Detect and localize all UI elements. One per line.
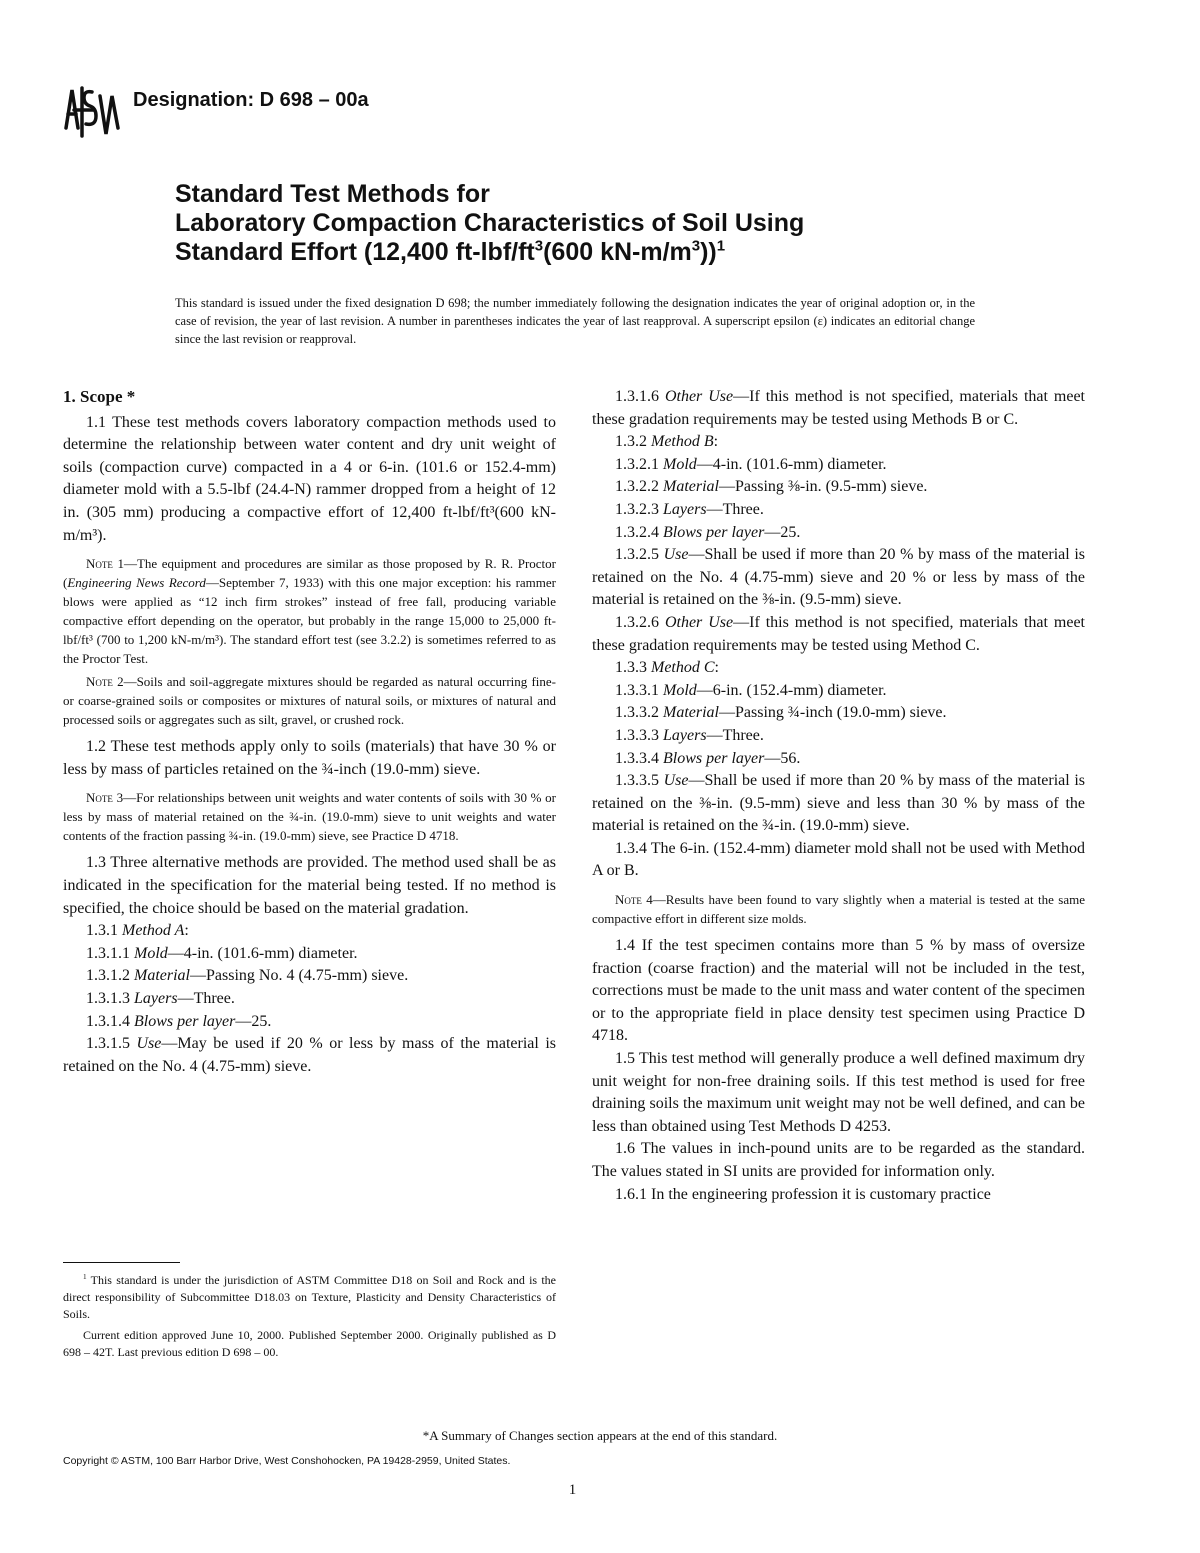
note-3: Note 3—For relationships between unit weights and water contents of soils with 30 % or less by mass of material retained on the ¾-in. (19.0-mm) sieve to unit weights and water contents of the fraction passing ¾-in. (19.0-mm) sieve, see Practice D 4718. <box>63 790 556 844</box>
paragraph-1-3-3-1: 1.3.3.1 Mold—6-in. (152.4-mm) diameter. <box>615 681 887 699</box>
title-line-1: Standard Test Methods for <box>175 180 490 208</box>
left-column <box>63 386 556 1078</box>
paragraph-1-2: 1.2 These test methods apply only to soils (materials) that have 30 % or less by mass of particles retained on the ¾-inch (19.0-mm) sieve. <box>63 738 556 778</box>
footnote-ref[interactable]: 1 <box>716 237 726 255</box>
title-line-2: Laboratory Compaction Characteristics of Soil Using <box>175 209 805 237</box>
paragraph-1-5: 1.5 This test method will generally produce a well defined maximum dry unit weight for non-free draining soils. If this test method is used for free draining soils the maximum unit weight may not be well defined, and can be less than obtained using Test Methods D 4253. <box>592 1050 1085 1135</box>
paragraph-1-4: 1.4 If the test specimen contains more than 5 % by mass of oversize fraction (coarse fraction) and the material will not be included in the test, corrections must be made to the unit mass and water content of the specimen or to the appropriate field in place density test specimen using Practice D 4718. <box>592 937 1085 1045</box>
section-heading-scope: 1. Scope * <box>63 387 136 406</box>
paragraph-1-3-2-6: 1.3.2.6 Other Use—If this method is not specified, materials that meet these gradation requirements may be tested using Method C. <box>592 613 1086 654</box>
paragraph-1-6-1: 1.6.1 In the engineering profession it is customary practice <box>615 1185 991 1203</box>
title-line-3: Standard Effort (12,400 $ft-lbf/ft^3(600$ $kN-m/m^3))^1$ <box>175 237 726 266</box>
footnote-1: $^1$ This standard is under the jurisdiction of ASTM Committee D18 on Soil and Rock and is the direct responsibility of Subcommittee D18.03 on Texture, Plasticity and Density Characteristics of Soils. <box>63 1273 556 1321</box>
designation: Designation: D 698 – 00a <box>133 89 369 111</box>
paragraph-1-3-3: 1.3.3 Method C: <box>615 659 719 677</box>
paragraph-1-3-2-5: 1.3.2.5 Use—Shall be used if more than 20 % by mass of the material is retained on the No. 4 (4.75-mm) sieve and 20 % or less by mass of the material is retained on the ⅜-in. (9.5-mm) sieve. <box>592 546 1085 609</box>
paragraph-1-3: 1.3 Three alternative methods are provided. The method used shall be as indicated in the specification for the material being tested. If no method is specified, the choice should be based on the material gradation. <box>63 854 556 917</box>
summary-of-changes-note: *A Summary of Changes section appears at the end of this standard. <box>422 1428 778 1443</box>
paragraph-1-3-1-5: 1.3.1.5 Use—May be used if 20 % or less by mass of the material is retained on the No. 4 (4.75-mm) sieve. <box>63 1035 556 1075</box>
footnote-rule <box>63 1262 180 1263</box>
paragraph-1-3-2-3: 1.3.2.3 Layers—Three. <box>615 500 764 518</box>
paragraph-1-3-4: 1.3.4 The 6-in. (152.4-mm) diameter mold shall not be used with Method A or B. <box>592 839 1085 880</box>
right-column <box>592 386 1085 1206</box>
paragraph-1-6: 1.6 The values in inch-pound units are to be regarded as the standard. The values stated in SI units are provided for information only. <box>592 1140 1085 1180</box>
copyright-line: Copyright © ASTM, 100 Barr Harbor Drive, West Conshohocken, PA 19428-2959, United States. <box>63 1455 511 1467</box>
paragraph-1-3-2-4: 1.3.2.4 Blows per layer—25. <box>615 523 801 541</box>
paragraph-1-1: 1.1 These test methods covers laboratory compaction methods used to determine the relationship between water content and dry unit weight of soils (compaction curve) compacted in a 4 or 6-in. (101.6 or 152.4-mm) diameter mold with a 5.5-lbf (24.4-N) rammer dropped from a height of 12 in. (305 mm) producing a compactive effort of 12,400 ft-lbf/ft³(600 kN-m/m³). <box>63 413 556 544</box>
paragraph-1-3-1-3: 1.3.1.3 Layers—Three. <box>86 989 235 1007</box>
page-number: 1 <box>568 1482 577 1498</box>
document-title <box>175 180 1075 267</box>
footnote-edition: Current edition approved June 10, 2000. Published September 2000. Originally published as D 698 – 42T. Last previous edition D 698 – 00. <box>63 1328 556 1359</box>
paragraph-1-3-3-4: 1.3.3.4 Blows per layer—56. <box>615 749 801 767</box>
paragraph-1-3-1-4: 1.3.1.4 Blows per layer—25. <box>86 1012 272 1030</box>
note-2: Note 2—Soils and soil-aggregate mixtures should be regarded as natural occurring fine- or coarse-grained soils or composites or mixtures of natural soils, or mixtures of natural and processed soils or aggregates such as silt, gravel, or crushed rock. <box>63 674 557 728</box>
note-4: Note 4—Results have been found to vary slightly when a material is tested at the same compactive effort in different size molds. <box>592 892 1085 927</box>
astm-logo <box>60 80 122 142</box>
issuance-statement: This standard is issued under the fixed designation D 698; the number immediately following the designation indicates the year of original adoption or, in the case of revision, the year of last revision. A number in parentheses indicates the year of last reapproval. A superscript epsilon (ε) indicates an editorial change since the last revision or reapproval. <box>175 296 975 346</box>
paragraph-1-3-2: 1.3.2 Method B: <box>615 433 719 451</box>
paragraph-1-3-1-1: 1.3.1.1 Mold—4-in. (101.6-mm) diameter. <box>86 944 358 962</box>
paragraph-1-3-2-2: 1.3.2.2 Material—Passing ⅜-in. (9.5-mm) sieve. <box>615 478 928 496</box>
paragraph-1-3-3-5: 1.3.3.5 Use—Shall be used if more than 20 % by mass of the material is retained on the ⅜-in. (9.5-mm) sieve and less than 30 % by mass of the material is retained on the ¾-in. (19.0-mm) sieve. <box>592 772 1085 835</box>
paragraph-1-3-1: 1.3.1 Method A: <box>86 922 189 940</box>
note-1: Note 1—The equipment and procedures are similar as those proposed by R. R. Proctor (Engineering News Record—September 7, 1933) with this one major exception: his rammer blows were applied as “12 inch firm strokes” instead of free fall, producing variable compactive effort depending on the operator, but probably in the range 15,000 to 25,000 ft-lbf/ft³ (700 to 1,200 kN-m/m³). The standard effort test (see 3.2.2) is sometimes referred to as the Proctor Test. <box>63 556 556 667</box>
paragraph-1-3-3-3: 1.3.3.3 Layers—Three. <box>615 726 764 744</box>
footnotes <box>63 1272 556 1361</box>
paragraph-1-3-2-1: 1.3.2.1 Mold—4-in. (101.6-mm) diameter. <box>615 455 887 473</box>
paragraph-1-3-3-2: 1.3.3.2 Material—Passing ¾-inch (19.0-mm) sieve. <box>615 704 947 722</box>
paragraph-1-3-1-2: 1.3.1.2 Material—Passing No. 4 (4.75-mm) sieve. <box>86 967 409 985</box>
paragraph-1-3-1-6: 1.3.1.6 Other Use—If this method is not specified, materials that meet these gradation requirements may be tested using Methods B or C. <box>592 388 1086 428</box>
